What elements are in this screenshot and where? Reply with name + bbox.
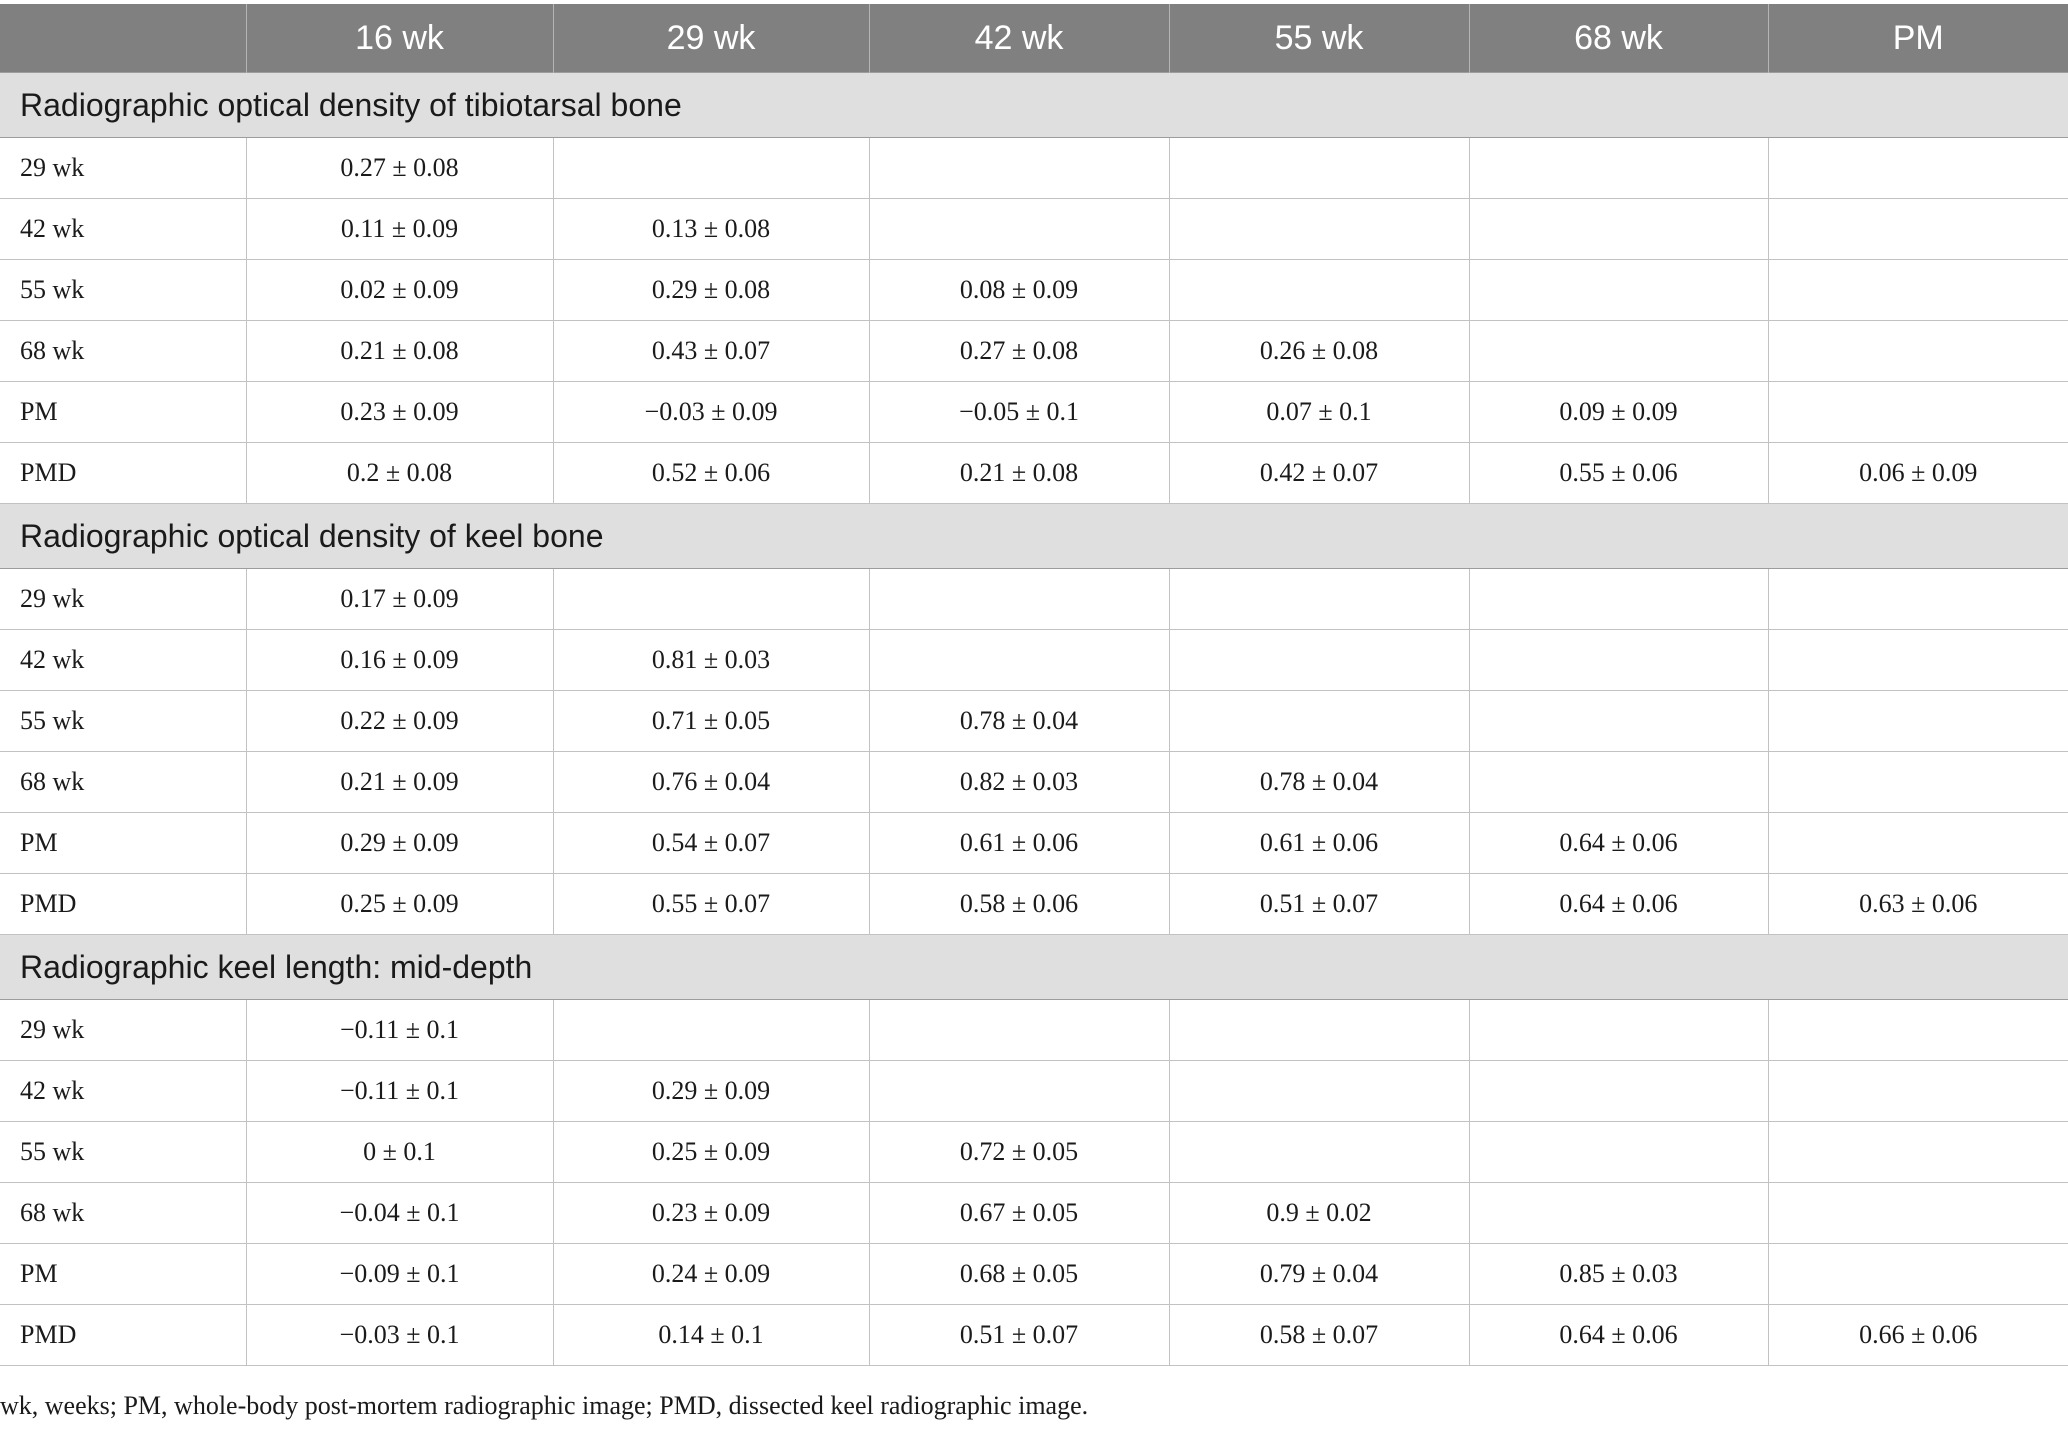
- table-cell: [1469, 752, 1768, 813]
- table-body: [0, 73, 2068, 1366]
- table-row: [0, 443, 2068, 504]
- table-cell: 0.21 ± 0.09: [246, 752, 553, 813]
- correlation-table: [0, 4, 2068, 1366]
- table-cell: 0.61 ± 0.06: [1169, 813, 1469, 874]
- table-cell: 0.21 ± 0.08: [869, 443, 1169, 504]
- table-cell: [1169, 630, 1469, 691]
- table-cell: [1768, 199, 2068, 260]
- table-cell: [1469, 1061, 1768, 1122]
- row-label: 68 wk: [0, 321, 246, 382]
- table-cell: [1469, 630, 1768, 691]
- table-cell: 0.85 ± 0.03: [1469, 1244, 1768, 1305]
- header-cell: 55 wk: [1169, 4, 1469, 73]
- header-row: [0, 4, 2068, 73]
- row-label: PM: [0, 813, 246, 874]
- table-cell: [1768, 569, 2068, 630]
- row-label: PM: [0, 1244, 246, 1305]
- table-cell: 0.58 ± 0.07: [1169, 1305, 1469, 1366]
- header-cell: 16 wk: [246, 4, 553, 73]
- table-row: [0, 630, 2068, 691]
- table-cell: [553, 1000, 869, 1061]
- table-cell: [1768, 1183, 2068, 1244]
- row-label: 42 wk: [0, 199, 246, 260]
- table-cell: [1469, 260, 1768, 321]
- table-cell: 0.2 ± 0.08: [246, 443, 553, 504]
- table-cell: [1469, 691, 1768, 752]
- table-cell: 0.23 ± 0.09: [553, 1183, 869, 1244]
- table-cell: 0.24 ± 0.09: [553, 1244, 869, 1305]
- table-cell: −0.11 ± 0.1: [246, 1000, 553, 1061]
- table-cell: 0.25 ± 0.09: [246, 874, 553, 935]
- table-row: [0, 813, 2068, 874]
- table-row: [0, 1183, 2068, 1244]
- table-cell: 0.79 ± 0.04: [1169, 1244, 1469, 1305]
- table-cell: [1768, 382, 2068, 443]
- table-row: [0, 752, 2068, 813]
- table-cell: [1469, 321, 1768, 382]
- table-cell: 0.25 ± 0.09: [553, 1122, 869, 1183]
- table-cell: 0.51 ± 0.07: [869, 1305, 1169, 1366]
- table-cell: −0.03 ± 0.09: [553, 382, 869, 443]
- row-label: 29 wk: [0, 1000, 246, 1061]
- section-title: Radiographic optical density of keel bone: [0, 504, 2068, 569]
- table-cell: 0.71 ± 0.05: [553, 691, 869, 752]
- table-cell: [1768, 1244, 2068, 1305]
- table-cell: [1169, 569, 1469, 630]
- table-cell: 0.64 ± 0.06: [1469, 874, 1768, 935]
- table-cell: [869, 138, 1169, 199]
- section-title: Radiographic keel length: mid-depth: [0, 935, 2068, 1000]
- section-header-row: [0, 935, 2068, 1000]
- table-cell: 0.64 ± 0.06: [1469, 813, 1768, 874]
- row-label: 29 wk: [0, 569, 246, 630]
- row-label: 42 wk: [0, 1061, 246, 1122]
- table-row: [0, 1000, 2068, 1061]
- table-cell: [1768, 260, 2068, 321]
- table-row: [0, 1061, 2068, 1122]
- table-row: [0, 199, 2068, 260]
- table-row: [0, 569, 2068, 630]
- table-cell: 0.82 ± 0.03: [869, 752, 1169, 813]
- table-cell: [1169, 1061, 1469, 1122]
- row-label: 55 wk: [0, 1122, 246, 1183]
- table-row: [0, 1305, 2068, 1366]
- table-cell: 0.11 ± 0.09: [246, 199, 553, 260]
- table-cell: 0.07 ± 0.1: [1169, 382, 1469, 443]
- table-cell: 0.55 ± 0.07: [553, 874, 869, 935]
- table-footnote: wk, weeks; PM, whole-body post-mortem radiographic image; PMD, dissected keel radiographic image.: [0, 1391, 1089, 1420]
- table-cell: 0.76 ± 0.04: [553, 752, 869, 813]
- table-cell: [1768, 813, 2068, 874]
- table-cell: [869, 1000, 1169, 1061]
- table-cell: 0.06 ± 0.09: [1768, 443, 2068, 504]
- table-cell: [1768, 138, 2068, 199]
- table-row: [0, 1122, 2068, 1183]
- table-cell: [1169, 260, 1469, 321]
- table-cell: 0.23 ± 0.09: [246, 382, 553, 443]
- table-cell: 0.67 ± 0.05: [869, 1183, 1169, 1244]
- table-cell: 0.29 ± 0.09: [246, 813, 553, 874]
- table-cell: 0.27 ± 0.08: [246, 138, 553, 199]
- table-row: [0, 260, 2068, 321]
- table-cell: [1169, 1122, 1469, 1183]
- table-cell: [1768, 752, 2068, 813]
- table-row: [0, 382, 2068, 443]
- section-header-row: [0, 73, 2068, 138]
- row-label: 68 wk: [0, 752, 246, 813]
- table-cell: 0.43 ± 0.07: [553, 321, 869, 382]
- row-label: 55 wk: [0, 691, 246, 752]
- row-label: 29 wk: [0, 138, 246, 199]
- row-label: 68 wk: [0, 1183, 246, 1244]
- table-cell: [1469, 1000, 1768, 1061]
- table-cell: [869, 199, 1169, 260]
- table-cell: [553, 138, 869, 199]
- table-cell: [869, 630, 1169, 691]
- header-cell: 42 wk: [869, 4, 1169, 73]
- row-label: PMD: [0, 443, 246, 504]
- table-cell: −0.11 ± 0.1: [246, 1061, 553, 1122]
- table-cell: [1469, 1122, 1768, 1183]
- table-cell: 0.54 ± 0.07: [553, 813, 869, 874]
- table-cell: 0.64 ± 0.06: [1469, 1305, 1768, 1366]
- table-cell: 0.58 ± 0.06: [869, 874, 1169, 935]
- table-cell: 0.16 ± 0.09: [246, 630, 553, 691]
- table-cell: 0.52 ± 0.06: [553, 443, 869, 504]
- table-cell: 0.9 ± 0.02: [1169, 1183, 1469, 1244]
- section-title: Radiographic optical density of tibiotarsal bone: [0, 73, 2068, 138]
- table-cell: [869, 569, 1169, 630]
- header-cell-empty: [0, 4, 246, 73]
- table-cell: [1469, 138, 1768, 199]
- table-cell: [1768, 630, 2068, 691]
- row-label: 42 wk: [0, 630, 246, 691]
- table-cell: 0.22 ± 0.09: [246, 691, 553, 752]
- table-cell: 0.17 ± 0.09: [246, 569, 553, 630]
- table-cell: 0.14 ± 0.1: [553, 1305, 869, 1366]
- table-cell: [1768, 1061, 2068, 1122]
- table-cell: 0.63 ± 0.06: [1768, 874, 2068, 935]
- row-label: PM: [0, 382, 246, 443]
- header-cell: 29 wk: [553, 4, 869, 73]
- table-cell: 0.27 ± 0.08: [869, 321, 1169, 382]
- table-container: [0, 4, 2068, 1366]
- table-cell: [1768, 321, 2068, 382]
- table-cell: −0.05 ± 0.1: [869, 382, 1169, 443]
- row-label: PMD: [0, 1305, 246, 1366]
- table-cell: [1469, 1183, 1768, 1244]
- table-cell: 0 ± 0.1: [246, 1122, 553, 1183]
- table-cell: 0.61 ± 0.06: [869, 813, 1169, 874]
- table-cell: 0.78 ± 0.04: [869, 691, 1169, 752]
- table-cell: 0.29 ± 0.09: [553, 1061, 869, 1122]
- table-cell: [1768, 1122, 2068, 1183]
- header-cell: 68 wk: [1469, 4, 1768, 73]
- table-row: [0, 691, 2068, 752]
- row-label: 55 wk: [0, 260, 246, 321]
- table-cell: 0.42 ± 0.07: [1169, 443, 1469, 504]
- table-cell: −0.03 ± 0.1: [246, 1305, 553, 1366]
- table-cell: 0.66 ± 0.06: [1768, 1305, 2068, 1366]
- table-cell: [1169, 199, 1469, 260]
- table-cell: 0.81 ± 0.03: [553, 630, 869, 691]
- row-label: PMD: [0, 874, 246, 935]
- table-cell: 0.13 ± 0.08: [553, 199, 869, 260]
- table-cell: 0.78 ± 0.04: [1169, 752, 1469, 813]
- table-cell: 0.68 ± 0.05: [869, 1244, 1169, 1305]
- table-cell: −0.09 ± 0.1: [246, 1244, 553, 1305]
- table-cell: 0.02 ± 0.09: [246, 260, 553, 321]
- table-row: [0, 874, 2068, 935]
- table-cell: [1169, 691, 1469, 752]
- table-cell: [1768, 1000, 2068, 1061]
- table-cell: 0.09 ± 0.09: [1469, 382, 1768, 443]
- table-cell: 0.29 ± 0.08: [553, 260, 869, 321]
- table-cell: 0.72 ± 0.05: [869, 1122, 1169, 1183]
- header-cell: PM: [1768, 4, 2068, 73]
- table-row: [0, 321, 2068, 382]
- table-cell: 0.21 ± 0.08: [246, 321, 553, 382]
- table-cell: 0.08 ± 0.09: [869, 260, 1169, 321]
- table-row: [0, 1244, 2068, 1305]
- section-header-row: [0, 504, 2068, 569]
- table-cell: 0.26 ± 0.08: [1169, 321, 1469, 382]
- table-cell: 0.55 ± 0.06: [1469, 443, 1768, 504]
- table-cell: [1169, 1000, 1469, 1061]
- table-cell: 0.51 ± 0.07: [1169, 874, 1469, 935]
- table-cell: [1469, 569, 1768, 630]
- table-cell: −0.04 ± 0.1: [246, 1183, 553, 1244]
- table-cell: [553, 569, 869, 630]
- table-cell: [869, 1061, 1169, 1122]
- table-cell: [1768, 691, 2068, 752]
- table-row: [0, 138, 2068, 199]
- table-cell: [1169, 138, 1469, 199]
- table-cell: [1469, 199, 1768, 260]
